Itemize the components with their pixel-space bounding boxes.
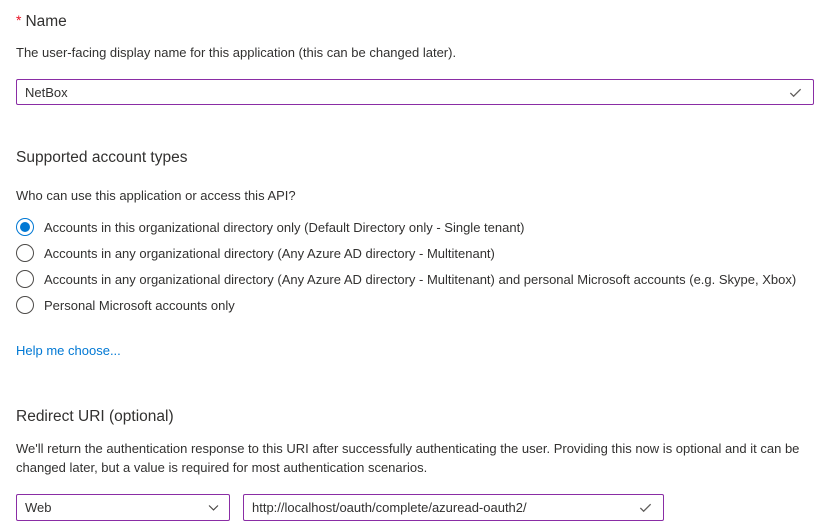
redirect-uri-input-container bbox=[243, 494, 664, 521]
help-me-choose-link[interactable]: Help me choose... bbox=[16, 343, 121, 358]
radio-unselected-icon[interactable] bbox=[16, 244, 34, 262]
radio-option-label: Personal Microsoft accounts only bbox=[44, 297, 235, 313]
radio-option-multitenant[interactable] bbox=[16, 240, 814, 266]
redirect-uri-description: We'll return the authentication response to this URI after successfully authenticating the user. Providing this now is optional and it can be changed later, but a value is required for most authentication scenarios. bbox=[16, 441, 800, 475]
required-asterisk: * bbox=[16, 12, 22, 28]
checkmark-icon bbox=[638, 500, 663, 515]
radio-selected-icon[interactable] bbox=[16, 218, 34, 236]
chevron-down-icon bbox=[207, 501, 220, 514]
name-field-description: The user-facing display name for this application (this can be changed later). bbox=[16, 45, 457, 60]
name-input[interactable] bbox=[17, 80, 788, 104]
radio-option-personal-only[interactable] bbox=[16, 292, 814, 318]
radio-option-label: Accounts in any organizational directory (Any Azure AD directory - Multitenant) and personal Microsoft accounts (e.g. Skype, Xbox) bbox=[44, 271, 797, 287]
platform-select[interactable] bbox=[16, 494, 230, 521]
name-field-label bbox=[16, 10, 814, 32]
radio-option-label: Accounts in this organizational directory only (Default Directory only - Single tenant) bbox=[44, 219, 525, 235]
radio-option-multitenant-personal[interactable] bbox=[16, 266, 814, 292]
redirect-uri-title: Redirect URI (optional) bbox=[16, 408, 174, 425]
supported-account-types-title: Supported account types bbox=[16, 149, 188, 166]
radio-unselected-icon[interactable] bbox=[16, 296, 34, 314]
checkmark-icon bbox=[788, 85, 813, 100]
supported-account-types-section bbox=[16, 148, 814, 360]
redirect-uri-section bbox=[16, 407, 814, 521]
platform-select-value: Web bbox=[25, 500, 52, 515]
radio-unselected-icon[interactable] bbox=[16, 270, 34, 288]
account-types-question: Who can use this application or access this API? bbox=[16, 188, 296, 203]
account-type-radio-group bbox=[16, 214, 814, 318]
redirect-uri-input-row bbox=[16, 494, 814, 521]
name-label-text: Name bbox=[25, 13, 67, 30]
name-input-container bbox=[16, 79, 814, 105]
radio-option-single-tenant[interactable] bbox=[16, 214, 814, 240]
radio-option-label: Accounts in any organizational directory (Any Azure AD directory - Multitenant) bbox=[44, 245, 495, 261]
redirect-uri-input[interactable] bbox=[244, 495, 638, 520]
